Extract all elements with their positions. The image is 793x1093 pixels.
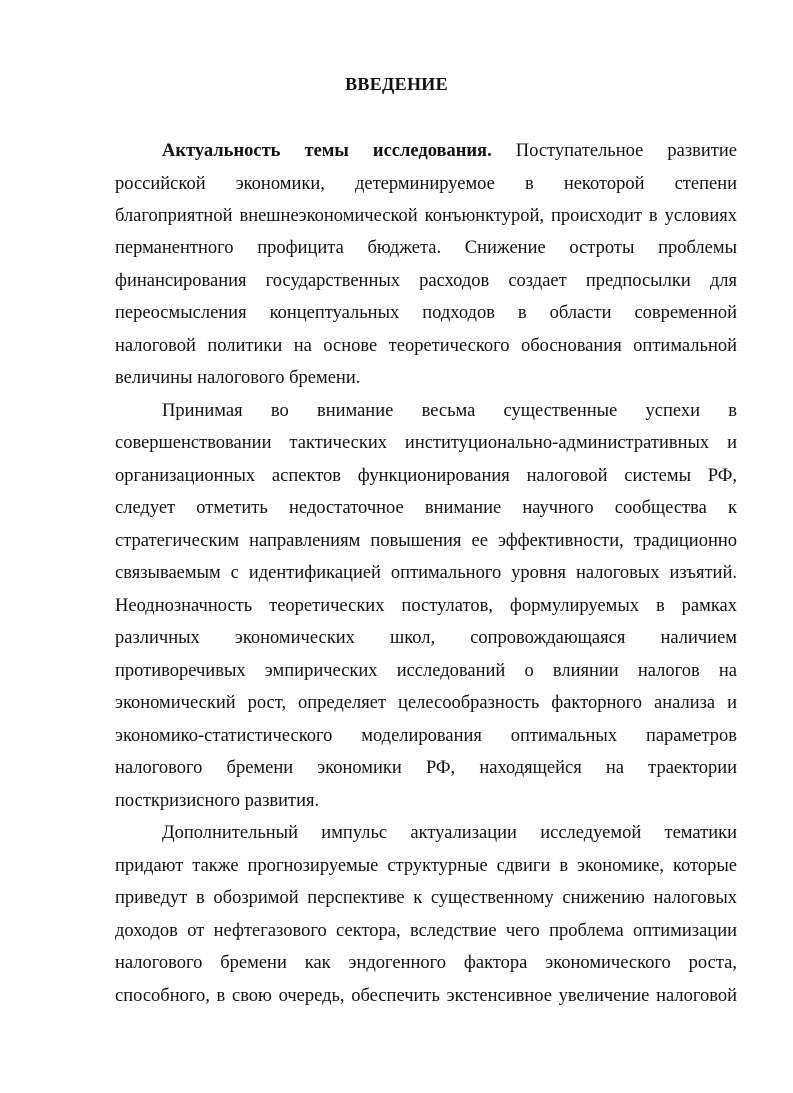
- paragraph-1-line-1: [162, 136, 737, 166]
- paragraph-2-line-6: связываемым с идентификацией оптимального уровня налоговых изъятий.: [115, 563, 737, 583]
- paragraph-3-line-6: способного, в свою очередь, обеспечить экстенсивное увеличение налоговой: [115, 986, 737, 1006]
- paragraph-2-line-12: налогового бремени экономики РФ, находящейся на траектории: [115, 758, 737, 778]
- paragraph-3-line-3: приведут в обозримой перспективе к существенному снижению налоговых: [115, 888, 737, 908]
- paragraph-2-line-10: экономический рост, определяет целесообразность факторного анализа и: [115, 693, 737, 713]
- paragraph-2-line-7: Неоднозначность теоретических постулатов, формулируемых в рамках: [115, 596, 737, 616]
- paragraph-2-line-9: противоречивых эмпирических исследований о влиянии налогов на: [115, 661, 737, 681]
- paragraph-2-line-8: различных экономических школ, сопровождающаяся наличием: [115, 628, 737, 648]
- paragraph-3-line-5: налогового бремени как эндогенного фактора экономического роста,: [115, 953, 737, 973]
- paragraph-2-line-11: экономико-статистического моделирования оптимальных параметров: [115, 726, 737, 746]
- paragraph-3-line-2: придают также прогнозируемые структурные сдвиги в экономике, которые: [115, 856, 737, 876]
- paragraph-1-line-6: переосмысления концептуальных подходов в области современной: [115, 303, 737, 323]
- paragraph-3-line-4: доходов от нефтегазового сектора, вследствие чего проблема оптимизации: [115, 921, 737, 941]
- section-heading: ВВЕДЕНИЕ: [345, 74, 448, 94]
- paragraph-3-line-1: Дополнительный импульс актуализации исследуемой тематики: [162, 823, 737, 843]
- paragraph-1-line-7: налоговой политики на основе теоретического обоснования оптимальной: [115, 336, 737, 356]
- paragraph-1-line-5: финансирования государственных расходов создает предпосылки для: [115, 271, 737, 291]
- paragraph-2-line-3: организационных аспектов функционирования налоговой системы РФ,: [115, 466, 737, 486]
- paragraph-1-line-4: перманентного профицита бюджета. Снижение остроты проблемы: [115, 238, 737, 258]
- paragraph-1-line-1-rest: Поступательное развитие: [515, 141, 737, 161]
- paragraph-1-line-8: величины налогового бремени.: [115, 368, 361, 388]
- paragraph-2-line-1: Принимая во внимание весьма существенные успехи в: [162, 401, 737, 421]
- paragraph-2-line-13: посткризисного развития.: [115, 791, 320, 811]
- paragraph-2-line-2: совершенствовании тактических институционально-административных и: [115, 433, 737, 453]
- paragraph-1-line-3: благоприятной внешнеэкономической конъюнктурой, происходит в условиях: [115, 206, 737, 226]
- paragraph-1-line-2: российской экономики, детерминируемое в некоторой степени: [115, 174, 737, 194]
- paragraph-1-lead: Актуальность темы исследования.: [162, 141, 492, 161]
- paragraph-2-line-5: стратегическим направлениям повышения ее эффективности, традиционно: [115, 531, 737, 551]
- paragraph-2-line-4: следует отметить недостаточное внимание научного сообщества к: [115, 498, 737, 518]
